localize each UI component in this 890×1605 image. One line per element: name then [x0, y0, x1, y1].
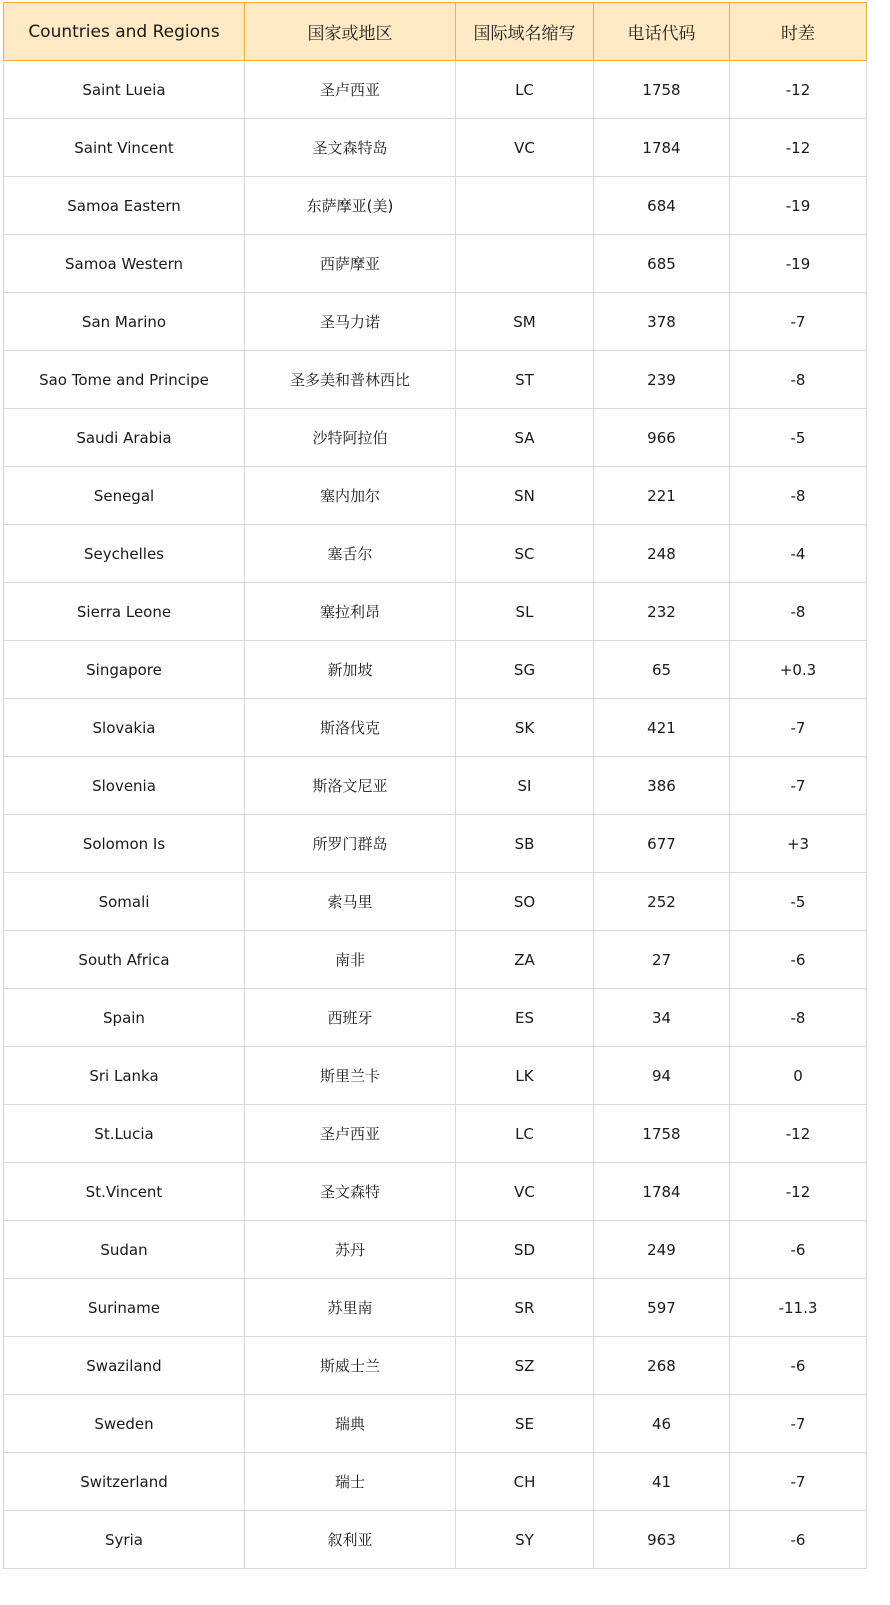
cell-phone-code: 1758 [594, 1105, 730, 1163]
cell-phone-code: 94 [594, 1047, 730, 1105]
cell-phone-code: 221 [594, 467, 730, 525]
cell-country-en: Singapore [4, 641, 245, 699]
cell-country-cn: 瑞士 [245, 1453, 456, 1511]
cell-domain: CH [456, 1453, 594, 1511]
cell-domain: SD [456, 1221, 594, 1279]
cell-phone-code: 268 [594, 1337, 730, 1395]
cell-country-cn: 东萨摩亚(美) [245, 177, 456, 235]
cell-phone-code: 34 [594, 989, 730, 1047]
cell-domain: SK [456, 699, 594, 757]
cell-country-cn: 塞内加尔 [245, 467, 456, 525]
cell-time-diff: -19 [730, 177, 867, 235]
table-row [4, 467, 867, 525]
cell-time-diff: -7 [730, 757, 867, 815]
cell-domain: SR [456, 1279, 594, 1337]
cell-time-diff: -7 [730, 699, 867, 757]
cell-country-en: South Africa [4, 931, 245, 989]
cell-country-cn: 瑞典 [245, 1395, 456, 1453]
cell-time-diff: -7 [730, 1453, 867, 1511]
cell-domain: SO [456, 873, 594, 931]
cell-domain: VC [456, 1163, 594, 1221]
cell-time-diff: -8 [730, 467, 867, 525]
cell-phone-code: 597 [594, 1279, 730, 1337]
table-row [4, 525, 867, 583]
table-row [4, 1047, 867, 1105]
table-row [4, 409, 867, 467]
cell-domain: SA [456, 409, 594, 467]
cell-phone-code: 684 [594, 177, 730, 235]
cell-country-cn: 斯洛文尼亚 [245, 757, 456, 815]
cell-phone-code: 46 [594, 1395, 730, 1453]
cell-country-en: Swaziland [4, 1337, 245, 1395]
table-row [4, 61, 867, 119]
cell-country-en: San Marino [4, 293, 245, 351]
table-row [4, 757, 867, 815]
cell-country-cn: 沙特阿拉伯 [245, 409, 456, 467]
cell-time-diff: -8 [730, 351, 867, 409]
cell-phone-code: 248 [594, 525, 730, 583]
cell-phone-code: 421 [594, 699, 730, 757]
cell-country-en: Switzerland [4, 1453, 245, 1511]
cell-country-cn: 圣多美和普林西比 [245, 351, 456, 409]
cell-country-en: Suriname [4, 1279, 245, 1337]
table-row [4, 235, 867, 293]
cell-time-diff: 0 [730, 1047, 867, 1105]
table-row [4, 699, 867, 757]
table-row [4, 931, 867, 989]
cell-country-en: Sierra Leone [4, 583, 245, 641]
cell-time-diff: -6 [730, 1511, 867, 1569]
cell-time-diff: -8 [730, 583, 867, 641]
cell-country-cn: 南非 [245, 931, 456, 989]
cell-time-diff: -12 [730, 1163, 867, 1221]
cell-domain: ST [456, 351, 594, 409]
cell-domain: VC [456, 119, 594, 177]
cell-country-en: Sudan [4, 1221, 245, 1279]
cell-time-diff: -4 [730, 525, 867, 583]
table-row [4, 641, 867, 699]
cell-domain: LC [456, 1105, 594, 1163]
cell-country-cn: 斯洛伐克 [245, 699, 456, 757]
cell-phone-code: 966 [594, 409, 730, 467]
cell-country-cn: 苏里南 [245, 1279, 456, 1337]
table-row [4, 815, 867, 873]
cell-time-diff: -6 [730, 931, 867, 989]
cell-domain: ZA [456, 931, 594, 989]
cell-country-en: St.Lucia [4, 1105, 245, 1163]
table-row [4, 119, 867, 177]
cell-phone-code: 249 [594, 1221, 730, 1279]
cell-country-cn: 斯里兰卡 [245, 1047, 456, 1105]
cell-phone-code: 252 [594, 873, 730, 931]
cell-domain: SM [456, 293, 594, 351]
header-country-en: Countries and Regions [4, 3, 245, 61]
cell-time-diff: -7 [730, 1395, 867, 1453]
table-row [4, 1511, 867, 1569]
cell-time-diff: -5 [730, 873, 867, 931]
cell-time-diff: -12 [730, 119, 867, 177]
cell-phone-code: 1758 [594, 61, 730, 119]
cell-time-diff: +3 [730, 815, 867, 873]
cell-phone-code: 677 [594, 815, 730, 873]
cell-time-diff: -11.3 [730, 1279, 867, 1337]
table-row [4, 989, 867, 1047]
cell-country-en: St.Vincent [4, 1163, 245, 1221]
cell-domain: SI [456, 757, 594, 815]
table-row [4, 177, 867, 235]
cell-country-cn: 新加坡 [245, 641, 456, 699]
header-phone-code: 电话代码 [594, 3, 730, 61]
cell-country-en: Sao Tome and Principe [4, 351, 245, 409]
cell-country-cn: 叙利亚 [245, 1511, 456, 1569]
table-row [4, 1221, 867, 1279]
table-row [4, 1337, 867, 1395]
cell-country-en: Spain [4, 989, 245, 1047]
table-row [4, 1163, 867, 1221]
table-row [4, 1453, 867, 1511]
cell-country-cn: 西萨摩亚 [245, 235, 456, 293]
cell-country-en: Somali [4, 873, 245, 931]
cell-country-en: Seychelles [4, 525, 245, 583]
cell-time-diff: -19 [730, 235, 867, 293]
cell-phone-code: 963 [594, 1511, 730, 1569]
cell-country-cn: 索马里 [245, 873, 456, 931]
cell-phone-code: 239 [594, 351, 730, 409]
cell-phone-code: 41 [594, 1453, 730, 1511]
cell-phone-code: 378 [594, 293, 730, 351]
cell-domain: LK [456, 1047, 594, 1105]
cell-country-en: Syria [4, 1511, 245, 1569]
cell-country-cn: 塞舌尔 [245, 525, 456, 583]
cell-time-diff: -7 [730, 293, 867, 351]
cell-country-cn: 苏丹 [245, 1221, 456, 1279]
cell-country-en: Saint Vincent [4, 119, 245, 177]
header-country-cn: 国家或地区 [245, 3, 456, 61]
cell-country-en: Saint Lueia [4, 61, 245, 119]
cell-domain: SN [456, 467, 594, 525]
cell-domain: SB [456, 815, 594, 873]
cell-country-en: Slovenia [4, 757, 245, 815]
cell-country-en: Senegal [4, 467, 245, 525]
cell-domain: ES [456, 989, 594, 1047]
cell-time-diff: -6 [730, 1337, 867, 1395]
cell-country-cn: 圣文森特 [245, 1163, 456, 1221]
cell-time-diff: -12 [730, 61, 867, 119]
cell-phone-code: 27 [594, 931, 730, 989]
cell-phone-code: 386 [594, 757, 730, 815]
cell-time-diff: -6 [730, 1221, 867, 1279]
cell-domain: SL [456, 583, 594, 641]
cell-country-cn: 斯威士兰 [245, 1337, 456, 1395]
table-row [4, 293, 867, 351]
cell-country-en: Slovakia [4, 699, 245, 757]
country-table [3, 2, 867, 1569]
cell-country-cn: 西班牙 [245, 989, 456, 1047]
cell-country-cn: 圣马力诺 [245, 293, 456, 351]
table-row [4, 1395, 867, 1453]
cell-time-diff: +0.3 [730, 641, 867, 699]
cell-domain [456, 177, 594, 235]
cell-country-cn: 塞拉利昂 [245, 583, 456, 641]
cell-domain: SZ [456, 1337, 594, 1395]
cell-domain: SY [456, 1511, 594, 1569]
cell-domain: SC [456, 525, 594, 583]
cell-phone-code: 1784 [594, 119, 730, 177]
cell-country-en: Samoa Western [4, 235, 245, 293]
table-row [4, 1279, 867, 1337]
cell-domain: SG [456, 641, 594, 699]
cell-country-cn: 圣卢西亚 [245, 1105, 456, 1163]
cell-phone-code: 232 [594, 583, 730, 641]
cell-phone-code: 1784 [594, 1163, 730, 1221]
cell-time-diff: -8 [730, 989, 867, 1047]
header-time-diff: 时差 [730, 3, 867, 61]
cell-country-en: Solomon Is [4, 815, 245, 873]
cell-phone-code: 685 [594, 235, 730, 293]
cell-domain [456, 235, 594, 293]
cell-country-en: Samoa Eastern [4, 177, 245, 235]
cell-country-en: Saudi Arabia [4, 409, 245, 467]
cell-country-cn: 所罗门群岛 [245, 815, 456, 873]
cell-country-cn: 圣卢西亚 [245, 61, 456, 119]
cell-phone-code: 65 [594, 641, 730, 699]
table-row [4, 583, 867, 641]
cell-time-diff: -5 [730, 409, 867, 467]
table-body [4, 61, 867, 1569]
cell-domain: LC [456, 61, 594, 119]
cell-time-diff: -12 [730, 1105, 867, 1163]
header-domain: 国际域名缩写 [456, 3, 594, 61]
cell-domain: SE [456, 1395, 594, 1453]
table-row [4, 351, 867, 409]
table-row [4, 1105, 867, 1163]
table-row [4, 873, 867, 931]
header-row [4, 3, 867, 61]
cell-country-en: Sweden [4, 1395, 245, 1453]
cell-country-en: Sri Lanka [4, 1047, 245, 1105]
cell-country-cn: 圣文森特岛 [245, 119, 456, 177]
